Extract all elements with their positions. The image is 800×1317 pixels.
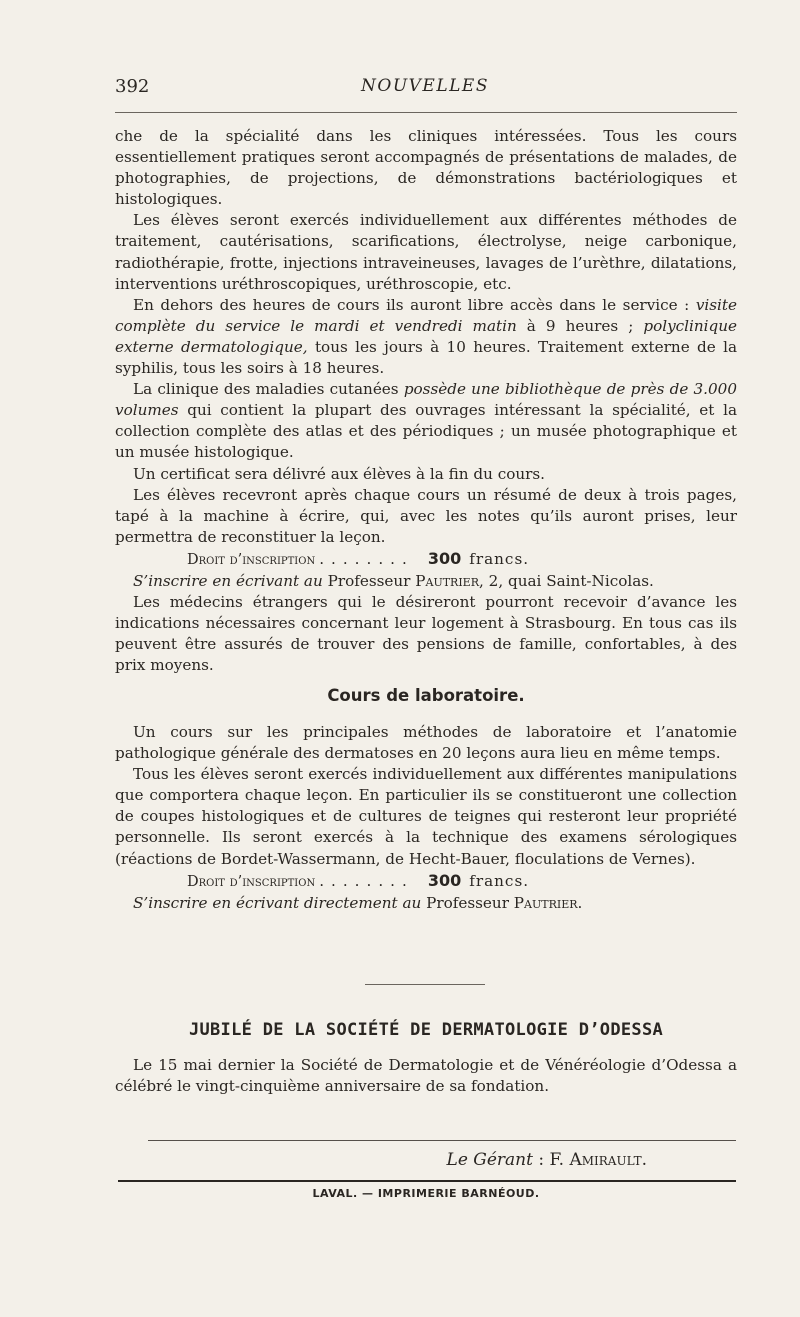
text-run: qui contient la plupart des ouvrages intéressant la spécialité, et la collection complète des atlas et des périodiques ; un musée photographique et un musée histologique. — [115, 401, 738, 462]
fee-unit: francs. — [469, 549, 530, 568]
printer-imprint: LAVAL. — IMPRIMERIE BARNÉOUD. — [312, 1187, 540, 1200]
enrollment-line — [115, 571, 737, 592]
paragraph — [115, 295, 737, 379]
gerant-signature — [115, 1150, 647, 1170]
gerant-label: Le Gérant — [446, 1150, 533, 1170]
enrollment-line — [115, 893, 737, 914]
courses-clinical-section — [115, 126, 737, 676]
professor-name: Pautrier — [415, 571, 479, 590]
header-rule — [115, 112, 737, 113]
paragraph: Un cours sur les principales méthodes de laboratoire et l’anatomie pathologique générale des dermatoses en 20 leçons aura lieu en même temps. — [115, 723, 737, 763]
italic-run: S’inscrire en écrivant au — [133, 571, 323, 590]
section-heading-jubilee: JUBILÉ DE LA SOCIÉTÉ DE DERMATOLOGIE D’ODESSA — [188, 1020, 664, 1040]
text-run: tous les jours à 10 heures. Traitement externe de la syphilis, tous les soirs à 18 heures. — [115, 337, 737, 378]
paragraph: Les élèves seront exercés individuellement aux différentes méthodes de traitement, cautérisations, scarifications, électrolyse, neige carbonique, radiothérapie, frotte, injections intraveineuses, lavages de l’urèthre, dilatations, interventions uréthroscopiques, uréthroscopie, etc. — [115, 211, 737, 293]
paragraph: Les médecins étrangers qui le désireront pourront recevoir d’avance les indications nécessaires concernant leur logement à Strasbourg. En tous cas ils peuvent être assurés de trouver des pensions de famille, confortables, à des prix moyens. — [115, 593, 737, 675]
text-run: à 9 heures ; — [526, 316, 634, 335]
fee-dots: ........ — [319, 549, 414, 568]
running-header — [115, 74, 735, 104]
section-divider — [365, 984, 485, 985]
paragraph: Le 15 mai dernier la Société de Dermatologie et de Vénéréologie d’Odessa a célébré le vingt-cinquième anniversaire de sa fondation. — [115, 1056, 737, 1096]
gerant-name: Amirault. — [569, 1150, 647, 1170]
text-run: La clinique des maladies cutanées — [133, 380, 399, 399]
paragraph: Tous les élèves seront exercés individuellement aux différentes manipulations que comportera chaque leçon. En particulier ils se constitueront une collection de coupes histologiques et de cultures de teignes qui resteront leur propriété personnelle. Ils seront exercés à la technique des examens sérologiques (réactions de Bordet-Wassermann, de Hecht-Bauer, floculations de Vernes). — [115, 765, 737, 868]
courses-laboratory-section — [115, 722, 737, 914]
text-run: Professeur — [426, 893, 509, 912]
fee-line — [115, 548, 737, 571]
italic-run: S’inscrire en écrivant directement au — [133, 893, 422, 912]
page-number: 392 — [115, 76, 150, 97]
running-title: NOUVELLES — [361, 76, 489, 96]
text-run: Professeur — [327, 571, 411, 590]
text-run: En dehors des heures de cours ils auront libre accès dans le service : — [133, 295, 690, 314]
paragraph: Les élèves recevront après chaque cours un résumé de deux à trois pages, tapé à la machine à écrire, qui, avec les notes qu’ils auront prises, leur permettra de reconstituer la leçon. — [115, 485, 737, 546]
fee-line — [115, 870, 737, 893]
fee-label: Droit d’inscription — [187, 551, 316, 568]
fee-amount: 300 — [427, 870, 462, 890]
italic-run: polyclinique externe dermatologique, — [115, 316, 738, 356]
fee-amount: 300 — [427, 548, 462, 568]
italic-run: possède une bibliothèque de près de 3.000 volumes — [115, 380, 738, 420]
footer-rule — [148, 1140, 736, 1141]
fee-unit: francs. — [469, 871, 530, 890]
paragraph — [115, 379, 737, 463]
gerant-sep: : F. — [532, 1150, 570, 1170]
text-run: , 2, quai Saint-Nicolas. — [479, 571, 654, 590]
italic-run: visite complète du service le mardi et vendredi matin — [115, 295, 738, 335]
paragraph: Un certificat sera délivré aux élèves à la fin du cours. — [133, 464, 546, 483]
fee-dots: ........ — [319, 871, 414, 890]
section-heading-laboratory: Cours de laboratoire. — [327, 686, 525, 705]
jubilee-section — [115, 1055, 737, 1097]
paragraph: che de la spécialité dans les cliniques intéressées. Tous les cours essentiellement pratiques seront accompagnés de présentations de malades, de photographies, de projections, de démonstrations bactériologiques et histologiques. — [115, 127, 737, 209]
imprint-rule — [118, 1180, 736, 1182]
fee-label: Droit d’inscription — [187, 873, 316, 890]
professor-name: Pautrier. — [513, 893, 583, 912]
